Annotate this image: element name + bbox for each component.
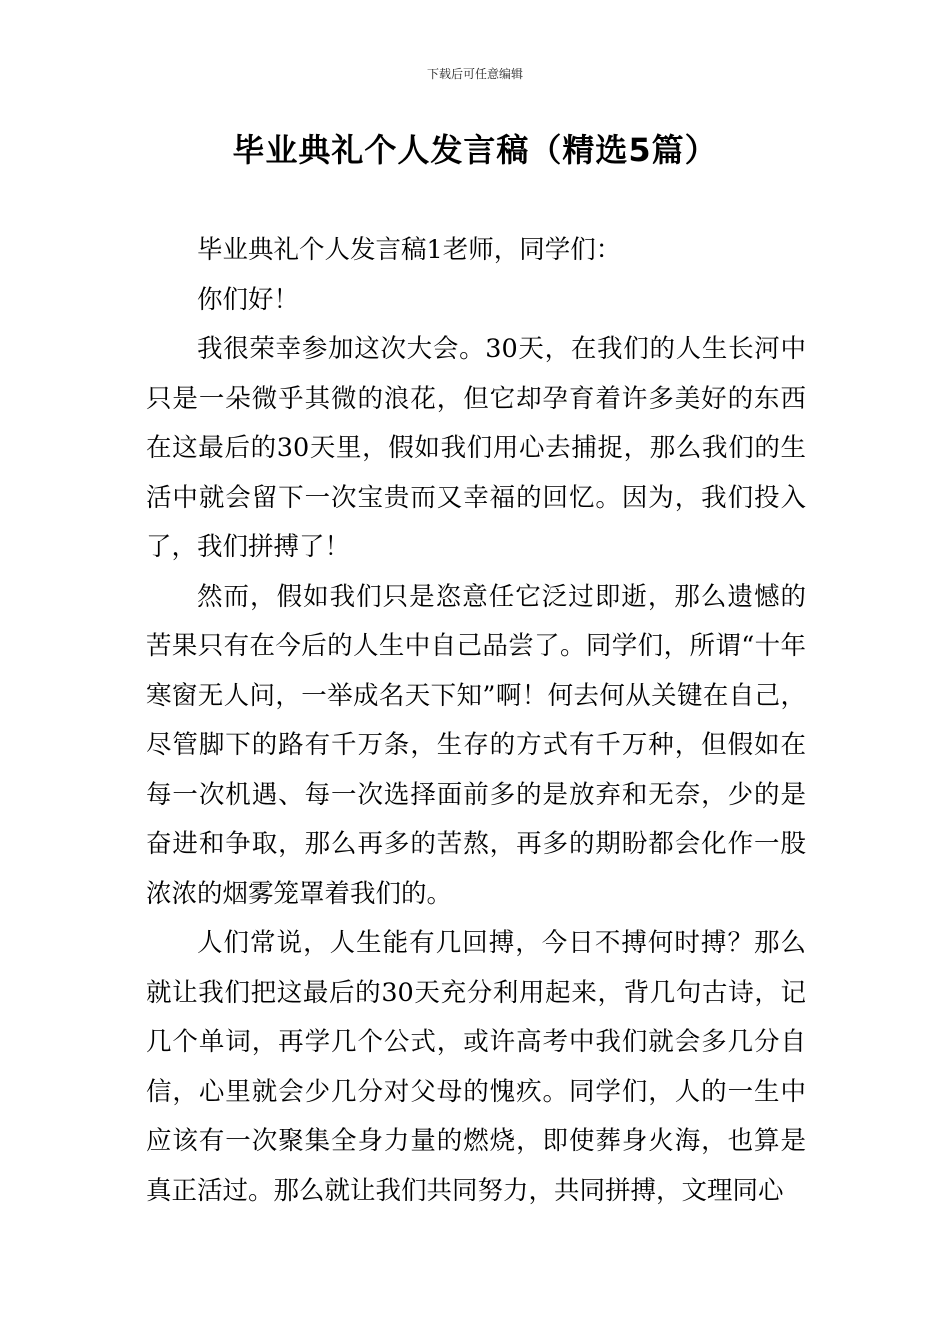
header-note: 下载后可任意编辑 bbox=[426, 67, 523, 81]
document-body bbox=[146, 226, 806, 1216]
document-title: 毕业典礼个人发言稿（精选5篇） bbox=[232, 131, 718, 169]
paragraph-strive: 人们常说，人生能有几回搏，今日不搏何时搏？那么就让我们把这最后的30天充分利用起来，背几句古诗，记几个单词，再学几个公式，或许高考中我们就会多几分自信，心里就会少几分对父母的愧疚。同学们，人的一生中应该有一次聚集全身力量的燃烧，即使葬身火海，也算是真正活过。那么就让我们共同努力，共同拼搏，文理同心 bbox=[146, 928, 806, 1206]
paragraph-greeting: 你们好！ bbox=[197, 284, 300, 315]
paragraph-regret: 然而，假如我们只是恣意任它泛过即逝，那么遗憾的苦果只有在今后的人生中自己品尝了。同学们，所谓“十年寒窗无人问，一举成名天下知”啊！何去何从关键在自己，尽管脚下的路有千万条，生存的方式有千万种，但假如在每一次机遇、每一次选择面前多的是放弃和无奈，少的是奋进和争取，那么再多的苦熬，再多的期盼都会化作一股浓浓的烟雾笼罩着我们的。 bbox=[146, 581, 806, 909]
paragraph-honor: 我很荣幸参加这次大会。30天，在我们的人生长河中只是一朵微乎其微的浪花，但它却孕育着许多美好的东西在这最后的30天里，假如我们用心去捕捉，那么我们的生活中就会留下一次宝贵而又幸福的回忆。因为，我们投入了，我们拼搏了！ bbox=[146, 334, 806, 562]
paragraph-greeting-heading: 毕业典礼个人发言稿1老师，同学们： bbox=[197, 235, 622, 265]
